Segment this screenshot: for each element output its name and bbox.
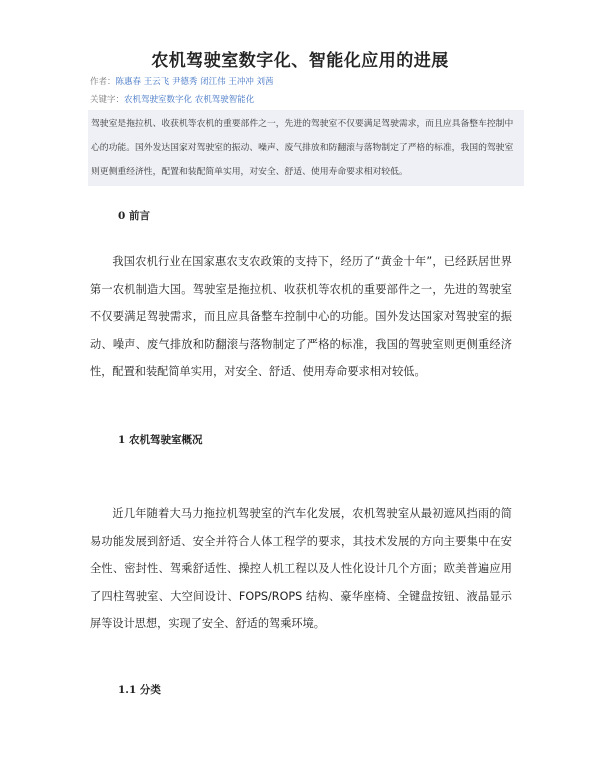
authors-links[interactable]: 陈惠春 王云飞 尹德秀 闭江伟 王冲冲 刘茜 xyxy=(115,77,274,87)
authors-line xyxy=(90,75,530,87)
authors-label: 作者： xyxy=(90,77,116,87)
section-paragraph-intro: 我国农机行业在国家惠农支农政策的支持下，经历了“黄金十年”，已经跃居世界第一农机制造大国。驾驶室是拖拉机、收获机等农机的重要部件之一，先进的驾驶室不仅要满足驾驶需求，而且应具备整车控制中心的功能。国外发达国家对驾驶室的振动、噪声、废气排放和防翻滚与落物制定了严格的标准，我国的驾驶室则更侧重经济性，配置和装配简单实用，对安全、舒适、使用寿命要求相对较低。 xyxy=(90,255,512,378)
section-heading-intro: 0 前言 xyxy=(118,210,150,222)
section-paragraph-overview: 近几年随着大马力拖拉机驾驶室的汽车化发展，农机驾驶室从最初遮风挡雨的简易功能发展到舒适、安全并符合人体工程学的要求，其技术发展的方向主要集中在安全性、密封性、驾乘舒适性、操控人机工程以及人性化设计几个方面；欧美普遍应用了四柱驾驶室、大空间设计、FOPS/ROPS 结构、豪华座椅、全键盘按钮、液晶显示屏等设计思想，实现了安全、舒适的驾乘环境。 xyxy=(90,507,512,630)
page-title: 农机驾驶室数字化、智能化应用的进展 xyxy=(151,51,449,71)
section-heading-overview: 1 农机驾驶室概况 xyxy=(118,434,203,446)
keywords-line xyxy=(90,93,530,105)
abstract-box: 驾驶室是拖拉机、收获机等农机的重要部件之一，先进的驾驶室不仅要满足驾驶需求，而且应具备整车控制中心的功能。国外发达国家对驾驶室的振动、噪声、废气排放和防翻滚与落物制定了严格的标准，我国的驾驶室则更侧重经济性，配置和装配简单实用，对安全、舒适、使用寿命要求相对较低。 xyxy=(88,110,524,186)
keywords-label: 关键字： xyxy=(90,95,125,105)
section-heading-classification: 1.1 分类 xyxy=(118,684,161,696)
keywords-links[interactable]: 农机驾驶室数字化 农机驾驶智能化 xyxy=(124,95,255,105)
